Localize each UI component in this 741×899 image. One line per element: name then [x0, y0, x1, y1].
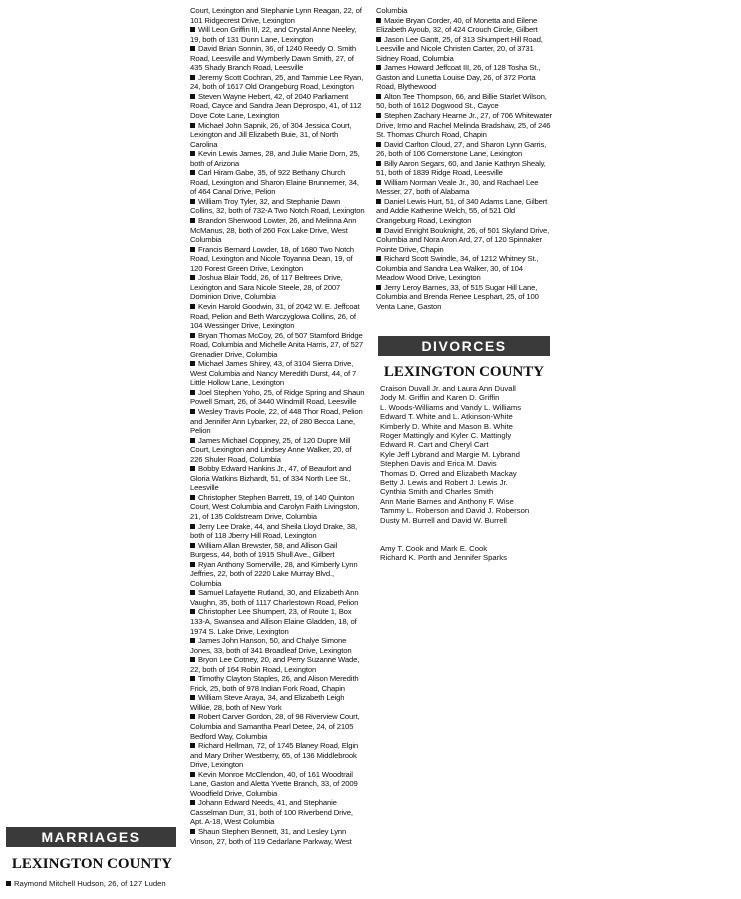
marriage-entry: [190, 588, 365, 607]
marriage-entry: [376, 226, 552, 255]
marriage-entry-text: Jerry Leroy Barnes, 33, of 515 Sugar Hill Lane, Columbia and Brenda Renee Lesphart, 25, of 100 Venta Lane, Gaston: [376, 282, 539, 311]
marriage-entry: [376, 159, 552, 178]
marriage-entry-text: Daniel Lewis Hurt, 51, of 340 Adams Lane, Gilbert and Addie Katherine Welch, 55, of 521 Old Orangeburg Road, Lexington: [376, 196, 548, 226]
bullet-square-icon: [376, 142, 381, 147]
marriage-entry: [190, 197, 365, 216]
marriage-entry-text: Richard Scott Swindle, 34, of 1212 Whitney St., Columbia and Sandra Lea Walker, 30, of 104 Meadow Wood Drive, Lexington: [376, 254, 539, 283]
marriage-entry: [376, 197, 552, 226]
bullet-square-icon: [6, 881, 11, 886]
bullet-square-icon: [190, 438, 195, 443]
marriage-entry-text: William Troy Tyler, 32, and Stephanie Dawn Collins, 32, both of 732-A Two Notch Road, Lexington: [190, 196, 365, 216]
marriage-entry: [376, 140, 552, 159]
marriage-entry: [376, 111, 552, 140]
marriage-entry-text: Billy Aaron Segars, 60, and Janie Kathryn Shealy, 51, both of 1839 Ridge Road, Leesville: [376, 158, 546, 178]
marriages-column-2: [376, 6, 552, 312]
bullet-square-icon: [190, 275, 195, 280]
marriage-entry: [190, 741, 365, 770]
divorce-entry: Edward T. White and L. Atkinson-White: [380, 412, 513, 422]
bullet-square-icon: [190, 772, 195, 777]
marriage-entry: [190, 149, 365, 168]
marriage-entry: [376, 35, 552, 64]
bullet-square-icon: [190, 495, 195, 500]
divorce-entry: Tammy L. Roberson and David J. Roberson: [380, 506, 530, 516]
marriage-entry: [376, 92, 552, 111]
bullet-square-icon: [190, 543, 195, 548]
marriage-entry: [376, 63, 552, 92]
marriage-entry-text: Ryan Anthony Somerville, 28, and Kimberly Lynn Jeffries, 22, both of 2220 Lake Murray Blvd., Columbia: [190, 559, 358, 588]
marriage-entry-text: Maxie Bryan Corder, 40, of Monetta and Eilene Elizabeth Ayoub, 32, of 424 Crouch Circle, Gilbert: [376, 15, 538, 35]
divorce-entry: Richard K. Porth and Jennifer Sparks: [380, 553, 507, 563]
divorce-entry: Craison Duvall Jr. and Laura Ann Duvall: [380, 384, 516, 393]
divorces-county-heading: LEXINGTON COUNTY: [383, 364, 545, 380]
bullet-square-icon: [190, 218, 195, 223]
bullet-square-icon: [376, 199, 381, 204]
divorce-entry: Edward R. Cart and Cheryl Cart: [380, 440, 489, 450]
bullet-square-icon: [376, 113, 381, 118]
bullet-square-icon: [376, 256, 381, 261]
marriage-entry-text: Bobby Edward Hankins Jr., 47, of Beaufort and Gloria Watkins Bizhardt, 51, of 334 North Lee St., Leesville: [190, 464, 352, 493]
bullet-square-icon: [190, 829, 195, 834]
bullet-square-icon: [190, 695, 195, 700]
marriage-entry-text: Samuel Lafayette Rutland, 30, and Elizabeth Ann Vaughn, 35, both of 1117 Charlestown Road, Pelion: [190, 588, 359, 607]
marriage-entry: [190, 44, 365, 73]
marriage-entry-text: Jeremy Scott Cochran, 25, and Tammie Lee Ryan, 24, both of 1617 Old Orangeburg Road, Lexington: [190, 72, 364, 92]
bullet-square-icon: [376, 180, 381, 185]
marriage-entry: [190, 560, 365, 589]
marriage-entry: [190, 245, 365, 274]
divorces-banner: DIVORCES: [378, 336, 550, 356]
marriage-entry-text: Stephen Zachary Hearne Jr., 27, of 706 Whitewater Drive, Irmo and Rachel Melinda Bradshaw, 25, of 246 St. Thomas Church Road, Chapin: [376, 111, 552, 140]
marriage-entry-text: Christopher Lee Shumpert, 23, of Route 1, Box 133-A, Swansea and Allison Elaine Gladden, 18, of 1974 S. Lake Drive, Lexington: [190, 607, 357, 636]
bullet-square-icon: [376, 65, 381, 70]
marriage-entry-text: Carl Hiram Gabe, 35, of 922 Bethany Church Road, Lexington and Sharon Elaine Brunnemer, 34, of 464 Canal Drive, Pelion: [190, 168, 359, 197]
marriage-entry-text: James Howard Jeffcoat III, 26, of 128 Tosha St., Gaston and Lunetta Louise Day, 26, of 372 Porta Road, Blythewood: [376, 63, 541, 92]
bullet-square-icon: [190, 361, 195, 366]
marriage-entry: [190, 493, 365, 522]
marriage-entry-text: Richard Hellman, 72, of 1745 Blaney Road, Elgin and Mary Driher Westberry, 65, of 136 Middlebrook Drive, Lexington: [190, 741, 359, 770]
divorce-entry: Kyle Jeff Lybrand and Margie M. Lybrand: [380, 449, 520, 459]
bullet-square-icon: [190, 75, 195, 80]
bullet-square-icon: [376, 228, 381, 233]
bullet-square-icon: [190, 714, 195, 719]
marriage-entry: [190, 388, 365, 407]
bullet-square-icon: [190, 390, 195, 395]
divorce-entry: Kimberly D. White and Mason B. White: [380, 421, 513, 431]
bullet-square-icon: [190, 590, 195, 595]
bullet-square-icon: [190, 333, 195, 338]
bullet-square-icon: [190, 676, 195, 681]
divorce-entry: Ann Marie Barnes and Anthony F. Wise: [380, 496, 514, 506]
marriage-entry: [190, 359, 365, 388]
marriage-entry-first: [6, 879, 190, 888]
marriage-entry-text: Brandon Sherwood Lowter, 26, and Melinna Ann McManus, 28, both of 260 Fox Lake Drive, West Columbia: [190, 216, 357, 245]
marriage-entry-text: Joshua Blair Todd, 26, of 117 Beltrees Drive, Lexington and Sara Nicole Steele, 28, of 2007 Dominion Drive, Columbia: [190, 273, 343, 302]
marriage-entry: [190, 522, 365, 541]
marriage-continuation: Court, Lexington and Stephanie Lynn Reagan, 22, of 101 Ridgecrest Drive, Lexington: [190, 6, 362, 25]
marriage-entry-text: Michael James Shirey, 43, of 3104 Sierra Drive, West Columbia and Nancy Meredith Durst, 44, of 7 Little Hollow Lane, Lexington: [190, 359, 357, 388]
bullet-square-icon: [190, 466, 195, 471]
bullet-square-icon: [190, 609, 195, 614]
marriage-entry-text: David Brian Sonnin, 36, of 1240 Reedy O. Smith Road, Leesville and Wymberly Dawn Smith, 27, of 435 Shady Branch Road, Leesville: [190, 44, 357, 73]
divorces-list-extra: [380, 544, 550, 563]
marriage-entry-text: Bryan Thomas McCoy, 26, of 507 Stamford Bridge Road, Columbia and Michelle Anita Harris, 27, of 527 Grenadier Drive, Columbia: [190, 330, 363, 359]
divorce-entry: L. Woods-Williams and Vandy L. Williams: [380, 402, 522, 412]
marriage-entry: [376, 283, 552, 312]
marriage-entry: [190, 436, 365, 465]
divorces-list: [380, 384, 550, 525]
bullet-square-icon: [190, 409, 195, 414]
bullet-square-icon: [376, 285, 381, 290]
bullet-square-icon: [190, 27, 195, 32]
bullet-square-icon: [190, 638, 195, 643]
marriages-column-1: [190, 6, 365, 846]
marriage-list: [190, 25, 365, 846]
marriage-entry-text: Bryon Lee Cotney, 20, and Perry Suzanne Wade, 22, both of 164 Robin Road, Lexington: [190, 655, 360, 674]
marriage-entry: [376, 178, 552, 197]
marriage-entry: [190, 168, 365, 197]
marriage-entry: [190, 464, 365, 493]
marriage-entry: [376, 16, 552, 35]
marriage-entry: [190, 674, 365, 693]
bullet-square-icon: [376, 37, 381, 42]
bullet-square-icon: [190, 170, 195, 175]
marriage-entry-text: David Enright Bouknight, 26, of 501 Skyland Drive, Columbia and Nora Aron Ard, 27, of 120 Spinnaker Pointe Drive, Chapin: [376, 225, 550, 254]
divorce-entry: Betty J. Lewis and Robert J. Lewis Jr.: [380, 478, 508, 488]
marriage-entry: [190, 693, 365, 712]
marriage-entry: [190, 798, 365, 827]
divorce-entry: Jody M. Griffin and Karen D. Griffin: [380, 393, 500, 403]
bullet-square-icon: [190, 657, 195, 662]
marriage-entry-text: Jason Lee Gantt, 25, of 313 Shumpert Hill Road, Leesville and Nicole Christen Carter, 20, of 3731 Sidney Road, Columbia: [376, 34, 543, 63]
marriage-entry-text: Kevin Harold Goodwin, 31, of 2042 W. E. Jeffcoat Road, Pelion and Beth Warczyglowa Collins, 26, of 104 Wessinger Drive, Lexington: [190, 301, 360, 331]
bullet-square-icon: [376, 161, 381, 166]
marriage-entry: [190, 216, 365, 245]
marriage-entry-text: James Michael Coppney, 25, of 120 Dupre Mill Court, Lexington and Lindsey Anne Walker, 20, of 226 Shuler Road, Columbia: [190, 435, 352, 464]
bullet-square-icon: [190, 94, 195, 99]
bullet-square-icon: [376, 94, 381, 99]
marriage-entry-text: Wesley Travis Poole, 22, of 448 Thor Road, Pelion and Jennifer Ann Lybarker, 22, of 280 Becca Lane, Pelion: [190, 406, 363, 436]
marriage-entry: [190, 827, 365, 846]
bullet-square-icon: [190, 199, 195, 204]
marriages-banner: MARRIAGES: [6, 827, 176, 847]
bullet-square-icon: [190, 304, 195, 309]
marriage-entry-text: Joel Stephen Yoho, 25, of Ridge Spring and Shaun Powell Smart, 26, of 3440 Windmill Road, Leesville: [190, 387, 365, 407]
marriage-entry: [190, 407, 365, 436]
marriage-entry: [190, 607, 365, 636]
marriage-entry: [190, 655, 365, 674]
marriage-entry-text: Alton Tee Thompson, 66, and Billie Starlet Wilson, 50, both of 1612 Dogwood St., Cayce: [376, 91, 547, 111]
bullet-square-icon: [190, 524, 195, 529]
marriage-entry: [190, 331, 365, 360]
marriage-entry: [190, 636, 365, 655]
bullet-square-icon: [190, 800, 195, 805]
marriage-entry: [190, 92, 365, 121]
marriage-entry: [190, 273, 365, 302]
marriage-entry-text: William Steve Araya, 34, and Elizabeth Leigh Wilkie, 28, both of New York: [190, 693, 345, 712]
marriage-entry-text: William Allan Brewster, 58, and Allison Gail Burgess, 44, both of 1915 Shull Ave., Gilbert: [190, 540, 338, 560]
marriage-entry-text: Will Leon Griffin III, 22, and Crystal Anne Neeley, 19, both of 131 Dunn Lane, Lexington: [190, 25, 357, 44]
bullet-square-icon: [190, 562, 195, 567]
marriage-entry-text: Raymond Mitchell Hudson, 26, of 127 Luden: [14, 879, 166, 888]
marriage-entry-text: Christopher Stephen Barrett, 19, of 140 Quinton Court, West Columbia and Carolyn Faith Livingston, 21, of 135 Coldstream Drive, Columbia: [190, 492, 360, 521]
marriage-entry: [190, 770, 365, 799]
bullet-square-icon: [190, 743, 195, 748]
marriage-entry-text: Robert Carver Gordon, 28, of 98 Riverview Court, Columbia and Samantha Pearl Detee, 24, of 2105 Bedford Way, Columbia: [190, 712, 360, 741]
bullet-square-icon: [190, 151, 195, 156]
marriage-entry: [190, 73, 365, 92]
bullet-square-icon: [190, 46, 195, 51]
marriage-continuation: Columbia: [376, 6, 408, 15]
marriage-entry-text: Kevin Monroe McClendon, 40, of 161 Woodtrail Lane, Gaston and Aletta Yvette Branch, 33, of 2009 Woodfield Drive, Columbia: [190, 769, 358, 798]
bullet-square-icon: [190, 123, 195, 128]
marriage-entry-text: James John Hanson, 50, and Chalye Simone Jones, 33, both of 341 Broadleaf Drive, Lexington: [190, 636, 352, 655]
marriage-entry-text: Steven Wayne Hebert, 42, of 2040 Parliament Road, Cayce and Sandra Jean Deprospo, 41, of 112 Dove Cote Lane, Lexington: [190, 91, 362, 121]
marriage-entry: [190, 302, 365, 331]
marriage-entry-text: Jerry Lee Drake, 44, and Sheila Lloyd Drake, 38, both of 118 Jberry Hill Road, Lexington: [190, 521, 358, 541]
marriage-entry-text: Francis Bernard Lowder, 18, of 1680 Two Notch Road, Lexington and Nicole Toyanna Dean, 19, of 120 Forest Green Drive, Lexington: [190, 244, 354, 273]
divorce-entry: Amy T. Cook and Mark E. Cook: [380, 544, 488, 553]
marriages-county-heading: LEXINGTON COUNTY: [11, 856, 173, 872]
divorce-entry: Dusty M. Burrell and David W. Burrell: [380, 515, 507, 525]
marriage-entry-text: David Carlton Cloud, 27, and Sharon Lynn Garris, 26, both of 106 Cornerstone Lane, Lexington: [376, 139, 547, 159]
marriage-entry-text: Johann Edward Needs, 41, and Stephanie Casselman Durr, 31, both of 100 Riverbend Drive, Apt. A-18, West Columbia: [190, 798, 353, 827]
marriage-entry-text: Timothy Clayton Staples, 26, and Alison Meredith Frick, 25, both of 978 Indian Fork Road, Chapin: [190, 674, 359, 693]
marriage-list: [376, 16, 552, 312]
divorce-entry: Stephen Davis and Erica M. Davis: [380, 459, 497, 469]
marriage-entry-text: Michael John Sapnik, 26, of 304 Jessica Court, Lexington and Jill Elizabeth Buie, 31, of North Carolina: [190, 120, 352, 149]
marriage-entry: [190, 25, 365, 44]
bullet-square-icon: [190, 247, 195, 252]
marriage-entry: [190, 712, 365, 741]
marriage-entry-text: William Norman Veale Jr., 30, and Rachael Lee Messer, 27, both of Alabama: [376, 177, 539, 197]
marriage-entry: [376, 254, 552, 283]
divorce-entry: Cynthia Smith and Charles Smith: [380, 487, 494, 497]
marriage-entry-text: Kevin Lewis James, 28, and Julie Marie Dorn, 25, both of Arizona: [190, 149, 360, 168]
marriage-entry: [190, 541, 365, 560]
marriage-entry-text: Shaun Stephen Bennett, 31, and Lesley Lynn Vinson, 27, both of 119 Cedarlane Parkway, West: [190, 827, 352, 846]
marriage-entry: [190, 121, 365, 150]
divorce-entry: Thomas D. Orred and Elizabeth Mackay: [380, 468, 517, 478]
divorce-entry: Roger Mattingly and Kyler C. Mattingly: [380, 431, 512, 441]
bullet-square-icon: [376, 18, 381, 23]
